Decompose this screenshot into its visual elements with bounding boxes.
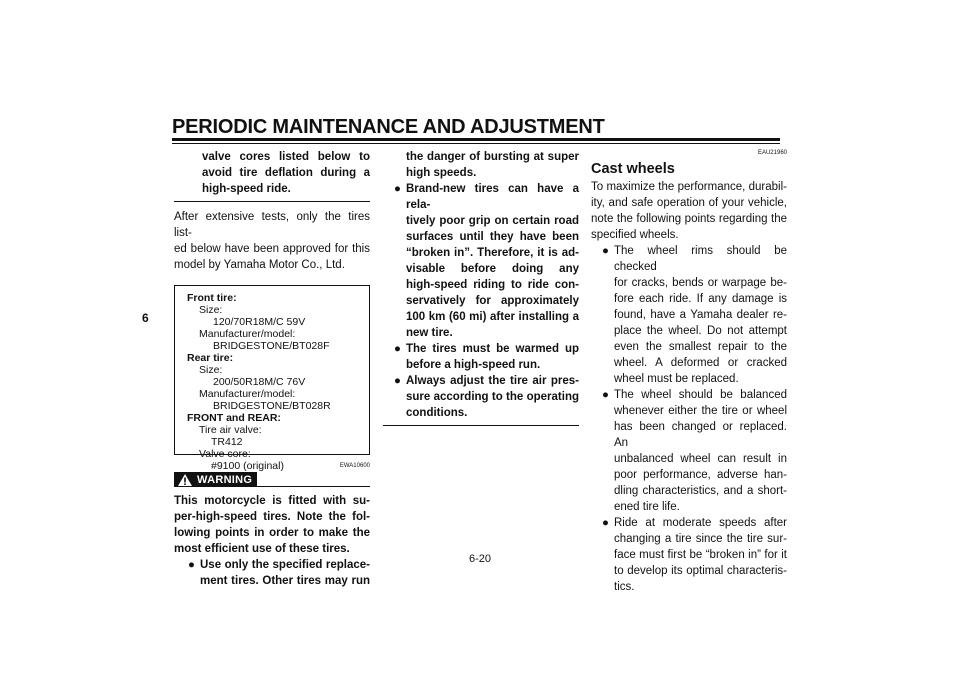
spec-label: Manufacturer/model: [199, 328, 296, 340]
text-line: high-speed ride. [202, 183, 291, 195]
text-line: tively poor grip on certain road [406, 215, 579, 227]
text-line: conditions. [406, 407, 468, 419]
text-line: ity, and safe operation of your vehicle, [591, 197, 787, 209]
text-line: tics. [614, 581, 635, 593]
text-line: The wheel should be balanced [614, 389, 787, 401]
text-line: servatively for approximately [406, 295, 579, 307]
bullet-item [591, 387, 787, 515]
column-right [591, 149, 787, 595]
header-rule-thin [172, 143, 780, 144]
text-line: has been changed or replaced. An [614, 421, 787, 449]
page-number: 6-20 [468, 553, 492, 565]
spec-value: 200/50R18M/C 76V [213, 376, 306, 388]
text-line: face must first be “broken in” for it [614, 549, 787, 561]
front-and-rear-heading: FRONT and REAR: [187, 412, 281, 424]
chapter-tab: 6 [142, 311, 149, 325]
text-line: high-speed riding to ride con- [406, 279, 579, 291]
intro-paragraph [591, 179, 787, 243]
text-line: lowing points in order to make the [174, 527, 370, 539]
spec-value: 120/70R18M/C 59V [213, 316, 306, 328]
spec-label: Manufacturer/model: [199, 388, 296, 400]
bullet-dot-icon: ● [602, 389, 609, 401]
reference-code: EWA10600 [339, 463, 370, 469]
intro-paragraph [174, 209, 370, 273]
bullet-dot-icon: ● [602, 245, 609, 257]
text-line: note the following points regarding the [591, 213, 787, 225]
text-line: new tire. [406, 327, 453, 339]
bullet-item [174, 557, 370, 589]
text-line: Brand-new tires can have a rela- [406, 183, 579, 211]
warning-end-rule [383, 425, 579, 426]
bullet-item [591, 515, 787, 595]
text-line: per-high-speed tires. Note the fol- [174, 511, 370, 523]
spec-label: Size: [199, 304, 223, 316]
text-line: visable before doing any [406, 263, 579, 275]
text-line: The wheel rims should be checked [614, 245, 787, 273]
text-line: 100 km (60 mi) after installing a [406, 311, 579, 323]
warning-rule [257, 486, 370, 487]
warning-text [174, 493, 370, 557]
text-line: to develop its optimal characteris- [614, 565, 787, 577]
rear-tire-heading: Rear tire: [187, 352, 234, 364]
bullet-dot-icon: ● [394, 375, 401, 387]
page-title: PERIODIC MAINTENANCE AND ADJUSTMENT [172, 116, 605, 138]
header-rule [172, 138, 780, 141]
text-line: ment tires. Other tires may run [200, 575, 370, 587]
spec-label: Tire air valve: [199, 424, 262, 436]
spec-value: #9100 (original) [211, 460, 284, 472]
bullet-dot-icon: ● [394, 343, 401, 355]
spec-label: Valve core: [199, 448, 251, 460]
text-line: found, have a Yamaha dealer re- [614, 309, 787, 321]
text-line: place the wheel. Do not attempt [614, 325, 787, 337]
text-line: Use only the specified replace- [200, 559, 370, 571]
text-line: ened tire life. [614, 501, 680, 513]
section-title: Cast wheels [591, 161, 675, 177]
column-middle [383, 149, 579, 426]
text-line: To maximize the performance, durabil- [591, 181, 787, 193]
text-line: wheel must be replaced. [614, 373, 739, 385]
text-line: for cracks, bends or warpage be- [614, 277, 787, 289]
text-line: Ride at moderate speeds after [614, 517, 787, 529]
text-line: wheel. A deformed or cracked [614, 357, 787, 369]
text-line: unbalanced wheel can result in [614, 453, 787, 465]
bullet-item [383, 373, 579, 421]
bullet-item [383, 181, 579, 341]
reference-code: EAU21960 [757, 150, 787, 156]
text-line: whenever either the tire or wheel [614, 405, 787, 417]
text-line: ed below have been approved for this [174, 243, 370, 255]
text-line: model by Yamaha Motor Co., Ltd. [174, 259, 345, 271]
warning-label: WARNING [197, 473, 253, 486]
column-left [174, 149, 370, 589]
text-line: changing a tire since the tire sur- [614, 533, 787, 545]
warning-icon [177, 473, 193, 487]
bullet-dot-icon: ● [394, 183, 401, 195]
spec-value: TR412 [211, 436, 243, 448]
bullet-continuation [383, 149, 579, 181]
warning-badge [174, 472, 257, 487]
text-line: specified wheels. [591, 229, 679, 241]
spec-value: BRIDGESTONE/BT028R [213, 400, 331, 412]
text-line: avoid tire deflation during a [202, 167, 370, 179]
text-line: After extensive tests, only the tires list- [174, 211, 370, 239]
text-line: surfaces until they have been [406, 231, 579, 243]
text-line: dling characteristics, and a short- [614, 485, 787, 497]
text-line: This motorcycle is fitted with su- [174, 495, 370, 507]
bullet-item [591, 243, 787, 387]
text-line: before a high-speed run. [406, 359, 541, 371]
text-line: poor performance, adverse han- [614, 469, 787, 481]
text-line: even the smallest repair to the [614, 341, 787, 353]
text-line: valve cores listed below to [202, 151, 370, 163]
text-line: “broken in”. Therefore, it is ad- [406, 247, 579, 259]
bullet-dot-icon: ● [188, 559, 195, 571]
text-line: fore each ride. If any damage is [614, 293, 787, 305]
front-tire-heading: Front tire: [187, 292, 237, 304]
text-line: The tires must be warmed up [406, 343, 579, 355]
bullet-dot-icon: ● [602, 517, 609, 529]
warning-continuation [174, 149, 370, 202]
text-line: high speeds. [406, 167, 477, 179]
text-line: most efficient use of these tires. [174, 543, 350, 555]
text-line: Always adjust the tire air pres- [406, 375, 579, 387]
spec-label: Size: [199, 364, 223, 376]
spec-value: BRIDGESTONE/BT028F [213, 340, 330, 352]
warning-header [174, 472, 370, 487]
text-line: sure according to the operating [406, 391, 579, 403]
text-line: the danger of bursting at super [406, 151, 579, 163]
bullet-item [383, 341, 579, 373]
